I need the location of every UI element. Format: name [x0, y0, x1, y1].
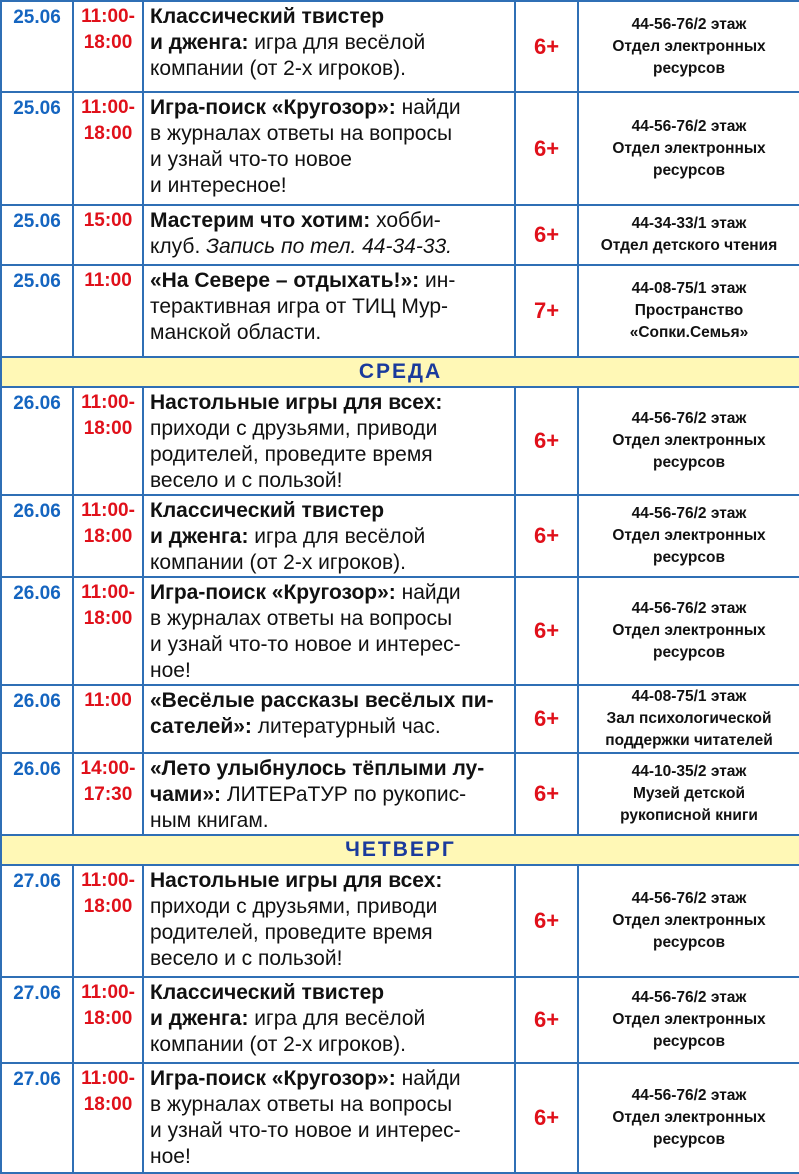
event-date: 25.06	[1, 1, 73, 92]
description-line	[150, 580, 510, 606]
location-line: поддержки читателей	[605, 732, 773, 749]
description-line	[150, 208, 510, 234]
location-line: рукописной книги	[620, 807, 758, 824]
location-line: 44-34-33/1 этаж	[631, 215, 747, 232]
event-date: 26.06	[1, 753, 73, 835]
description-line	[150, 782, 510, 808]
description-line	[150, 632, 510, 658]
event-row	[1, 1, 799, 92]
location-line: ресурсов	[652, 934, 725, 951]
description-bold-text: Настольные игры для всех:	[150, 869, 443, 892]
description-text: найди	[395, 1067, 461, 1090]
location-line: Отдел электронных	[612, 912, 766, 929]
description-text: ным книгам.	[150, 809, 269, 832]
event-row	[1, 387, 799, 495]
event-description	[143, 977, 515, 1063]
description-line	[150, 756, 510, 782]
event-time-line: 14:00-	[80, 758, 136, 779]
location-line: 44-08-75/1 этаж	[631, 280, 747, 297]
location-line: ресурсов	[652, 644, 725, 661]
description-line	[150, 808, 510, 834]
description-text: компании (от 2-х игроков).	[150, 57, 406, 80]
location-line: Отдел электронных	[612, 1109, 766, 1126]
day-header-row	[1, 357, 799, 387]
description-bold-text: «Лето улыбнулось тёплыми лу-	[150, 757, 485, 780]
description-line	[150, 30, 510, 56]
location-line: Отдел электронных	[612, 527, 766, 544]
location-line: Зал психологической	[606, 710, 772, 727]
event-row	[1, 265, 799, 357]
event-row	[1, 685, 799, 753]
event-time-line: 15:00	[83, 210, 133, 231]
event-row	[1, 577, 799, 685]
event-description	[143, 753, 515, 835]
description-line	[150, 4, 510, 30]
location-line: 44-56-76/2 этаж	[631, 600, 747, 617]
event-location	[578, 977, 799, 1063]
location-line: Отдел электронных	[612, 432, 766, 449]
location-line: 44-56-76/2 этаж	[631, 505, 747, 522]
event-location	[578, 685, 799, 753]
age-rating: 6+	[515, 495, 578, 577]
description-line	[150, 1118, 510, 1144]
description-text: родителей, проведите время	[150, 921, 433, 944]
description-bold-text: и дженга:	[150, 31, 249, 54]
event-location	[578, 1, 799, 92]
description-bold-text: Классический твистер	[150, 499, 385, 522]
day-header: ЧЕТВЕРГ	[1, 835, 799, 865]
event-time-line: 18:00	[83, 896, 133, 917]
location-line: ресурсов	[652, 454, 725, 471]
event-date: 25.06	[1, 205, 73, 265]
description-bold-text: сателей»:	[150, 715, 252, 738]
location-line: 44-56-76/2 этаж	[631, 1087, 747, 1104]
event-time-line: 11:00-	[81, 392, 135, 413]
day-header: СРЕДА	[1, 357, 799, 387]
event-time-line: 11:00-	[81, 6, 135, 27]
description-line	[150, 234, 510, 260]
event-location	[578, 205, 799, 265]
description-line	[150, 1032, 510, 1058]
description-text: и узнай что-то новое и интерес-	[150, 1119, 461, 1142]
event-location	[578, 753, 799, 835]
event-time-line: 11:00-	[81, 97, 135, 118]
event-time	[73, 205, 143, 265]
event-time-line: 18:00	[83, 123, 133, 144]
description-line	[150, 294, 510, 320]
event-time	[73, 495, 143, 577]
description-text: компании (от 2-х игроков).	[150, 1033, 406, 1056]
location-line: Отдел электронных	[612, 139, 766, 157]
event-row	[1, 977, 799, 1063]
event-time-line: 18:00	[83, 418, 133, 439]
description-bold-text: Игра-поиск «Кругозор»:	[150, 96, 396, 119]
event-time	[73, 1063, 143, 1173]
event-time-line: 11:00-	[81, 982, 135, 1003]
event-time	[73, 753, 143, 835]
description-bold-text: Классический твистер	[150, 981, 385, 1004]
description-line	[150, 147, 510, 173]
description-text: весело и с пользой!	[150, 947, 343, 970]
description-text: клуб.	[150, 235, 207, 258]
description-line	[150, 920, 510, 946]
location-line: 44-10-35/2 этаж	[631, 763, 747, 780]
description-text: родителей, проведите время	[150, 443, 433, 466]
description-bold-text: «На Севере – отдыхать!»:	[150, 269, 420, 292]
description-text: ное!	[150, 1145, 191, 1168]
event-time	[73, 577, 143, 685]
event-location	[578, 265, 799, 357]
description-line	[150, 442, 510, 468]
event-location	[578, 577, 799, 685]
description-text: и интересное!	[150, 174, 287, 197]
description-bold-text: Игра-поиск «Кругозор»:	[150, 1067, 396, 1090]
location-line: 44-08-75/1 этаж	[631, 688, 747, 705]
description-text: приходи с друзьями, приводи	[150, 417, 438, 440]
event-date: 27.06	[1, 977, 73, 1063]
description-text: хобби-	[370, 209, 441, 232]
description-bold-text: «Весёлые рассказы весёлых пи-	[150, 689, 494, 712]
description-text: компании (от 2-х игроков).	[150, 551, 406, 574]
event-date: 25.06	[1, 265, 73, 357]
description-line	[150, 173, 510, 199]
description-bold-text: Мастерим что хотим:	[150, 209, 371, 232]
location-line: Музей детской	[632, 785, 746, 802]
description-line	[150, 1066, 510, 1092]
description-line	[150, 1006, 510, 1032]
location-line: 44-56-76/2 этаж	[631, 989, 747, 1006]
description-text: игра для весёлой	[248, 31, 426, 54]
location-line: Отдел электронных	[612, 1011, 766, 1028]
location-line: ресурсов	[652, 161, 725, 179]
description-italic-text: Запись по тел. 44-34-33.	[206, 235, 453, 258]
description-text: ЛИТЕРаТУР по рукопис-	[221, 783, 467, 806]
event-location	[578, 387, 799, 495]
event-time	[73, 92, 143, 205]
description-line	[150, 1092, 510, 1118]
event-time-line: 18:00	[83, 1008, 133, 1029]
location-line: 44-56-76/2 этаж	[631, 410, 747, 427]
location-line: Отдел электронных	[612, 622, 766, 639]
age-rating: 7+	[515, 265, 578, 357]
description-line	[150, 268, 510, 294]
description-line	[150, 606, 510, 632]
age-rating: 6+	[515, 387, 578, 495]
description-line	[150, 550, 510, 576]
event-time	[73, 865, 143, 977]
event-location	[578, 1063, 799, 1173]
location-line: «Сопки.Семья»	[629, 324, 749, 341]
event-description	[143, 685, 515, 753]
location-line: Отдел детского чтения	[600, 237, 778, 254]
event-time	[73, 1, 143, 92]
description-line	[150, 320, 510, 346]
event-row	[1, 865, 799, 977]
age-rating: 6+	[515, 92, 578, 205]
event-location	[578, 92, 799, 205]
event-description	[143, 865, 515, 977]
age-rating: 6+	[515, 753, 578, 835]
event-time-line: 18:00	[83, 1094, 133, 1115]
event-description	[143, 1063, 515, 1173]
event-time-line: 11:00	[84, 270, 132, 291]
description-line	[150, 868, 510, 894]
age-rating: 6+	[515, 685, 578, 753]
event-row	[1, 1063, 799, 1173]
description-bold-text: чами»:	[150, 783, 221, 806]
description-text: найди	[395, 581, 461, 604]
location-line: 44-56-76/2 этаж	[631, 890, 747, 907]
description-text: манской области.	[150, 321, 322, 344]
event-time	[73, 265, 143, 357]
description-bold-text: Классический твистер	[150, 5, 385, 28]
description-text: игра для весёлой	[248, 1007, 426, 1030]
event-time	[73, 685, 143, 753]
description-line	[150, 416, 510, 442]
description-line	[150, 1144, 510, 1170]
description-line	[150, 714, 510, 740]
description-line	[150, 688, 510, 714]
event-description	[143, 92, 515, 205]
day-header-row	[1, 835, 799, 865]
location-line: ресурсов	[652, 1131, 725, 1148]
description-bold-text: Игра-поиск «Кругозор»:	[150, 581, 396, 604]
event-time-line: 11:00-	[81, 582, 135, 603]
event-time-line: 18:00	[83, 608, 133, 629]
event-time	[73, 387, 143, 495]
event-description	[143, 205, 515, 265]
event-date: 25.06	[1, 92, 73, 205]
description-text: весело и с пользой!	[150, 469, 343, 492]
event-location	[578, 865, 799, 977]
event-description	[143, 387, 515, 495]
age-rating: 6+	[515, 205, 578, 265]
description-line	[150, 468, 510, 494]
event-time-line: 18:00	[83, 32, 133, 53]
description-text: ное!	[150, 659, 191, 682]
description-bold-text: и дженга:	[150, 525, 249, 548]
event-date: 26.06	[1, 387, 73, 495]
event-row	[1, 205, 799, 265]
description-line	[150, 946, 510, 972]
event-date: 26.06	[1, 577, 73, 685]
description-text: литературный час.	[251, 715, 441, 738]
event-date: 27.06	[1, 865, 73, 977]
description-text: в журналах ответы на вопросы	[150, 1093, 453, 1116]
event-time	[73, 977, 143, 1063]
description-bold-text: Настольные игры для всех:	[150, 391, 443, 414]
description-text: терактивная игра от ТИЦ Мур-	[150, 295, 449, 318]
location-line: Пространство	[634, 302, 744, 319]
description-line	[150, 498, 510, 524]
age-rating: 6+	[515, 865, 578, 977]
description-line	[150, 658, 510, 684]
description-line	[150, 390, 510, 416]
event-date: 27.06	[1, 1063, 73, 1173]
event-location	[578, 495, 799, 577]
age-rating: 6+	[515, 1, 578, 92]
age-rating: 6+	[515, 1063, 578, 1173]
event-time-line: 11:00-	[81, 1068, 135, 1089]
event-row	[1, 495, 799, 577]
event-time-line: 11:00-	[81, 870, 135, 891]
event-description	[143, 577, 515, 685]
description-text: в журналах ответы на вопросы	[150, 122, 453, 145]
description-text: в журналах ответы на вопросы	[150, 607, 453, 630]
location-line: 44-56-76/2 этаж	[631, 117, 747, 135]
description-line	[150, 524, 510, 550]
event-date: 26.06	[1, 685, 73, 753]
description-text: приходи с друзьями, приводи	[150, 895, 438, 918]
event-time-line: 18:00	[83, 526, 133, 547]
event-description	[143, 265, 515, 357]
description-text: ин-	[419, 269, 456, 292]
description-line	[150, 894, 510, 920]
event-description	[143, 1, 515, 92]
location-line: ресурсов	[652, 549, 725, 566]
description-text: и узнай что-то новое	[150, 148, 352, 171]
description-line	[150, 56, 510, 82]
event-time-line: 17:30	[83, 784, 133, 805]
description-line	[150, 95, 510, 121]
age-rating: 6+	[515, 577, 578, 685]
description-bold-text: и дженга:	[150, 1007, 249, 1030]
event-time-line: 11:00	[84, 690, 132, 711]
location-line: ресурсов	[652, 59, 725, 77]
event-time-line: 11:00-	[81, 500, 135, 521]
description-text: игра для весёлой	[248, 525, 426, 548]
location-line: ресурсов	[652, 1033, 725, 1050]
event-row	[1, 753, 799, 835]
schedule-body	[1, 1, 799, 1173]
event-description	[143, 495, 515, 577]
description-line	[150, 121, 510, 147]
location-line: Отдел электронных	[612, 37, 766, 55]
event-row	[1, 92, 799, 205]
location-line: 44-56-76/2 этаж	[631, 15, 747, 33]
description-line	[150, 980, 510, 1006]
description-text: найди	[395, 96, 461, 119]
description-text: и узнай что-то новое и интерес-	[150, 633, 461, 656]
age-rating: 6+	[515, 977, 578, 1063]
event-date: 26.06	[1, 495, 73, 577]
